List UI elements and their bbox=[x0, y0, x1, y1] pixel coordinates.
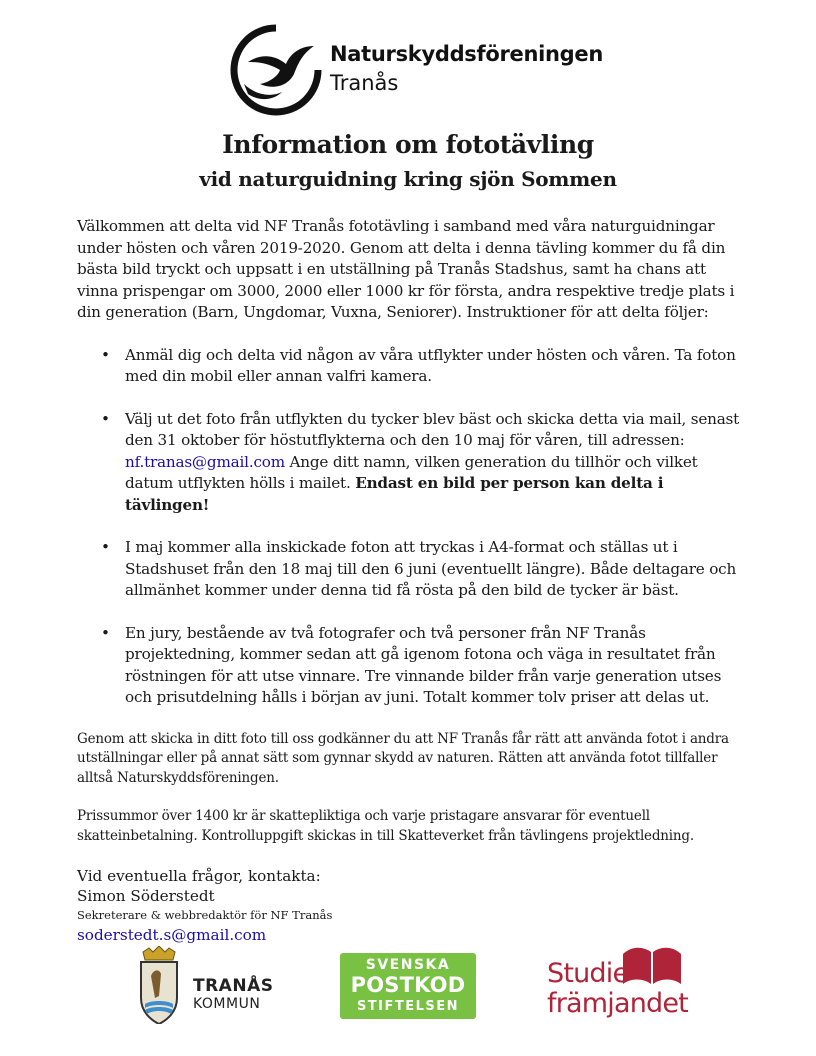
page-subtitle: vid naturguidning kring sjön Sommen bbox=[199, 167, 617, 191]
swallow-logo-icon bbox=[230, 24, 322, 116]
contact-block bbox=[77, 866, 749, 945]
bullet-icon: • bbox=[101, 409, 110, 428]
tranas-label: TRANÅS bbox=[193, 976, 274, 996]
list-item-text: En jury, bestående av två fotografer och två personer från NF Tranås projektedning, kommer sedan att gå igenom fotona och väga in resultatet från röstningen för att utse vinnare. Tre vinnande bilder från varje generation utses och prisutdelning hålls i början av juni. Totalt kommer tolv priser att delas ut. bbox=[125, 623, 722, 706]
bullet-icon: • bbox=[101, 623, 110, 642]
emphasis-text: Endast en bild per person kan delta i tävlingen! bbox=[125, 474, 664, 514]
document-body bbox=[77, 216, 749, 945]
contact-intro: Vid eventuella frågor, kontakta: bbox=[77, 867, 321, 885]
list-item bbox=[101, 537, 749, 602]
page-title: Information om fototävling bbox=[222, 130, 594, 159]
list-item-text: I maj kommer alla inskickade foton att tryckas i A4-format och ställas ut i Stadshuset från den 18 maj till den 6 juni (eventuellt längre). Både deltagare och allmänhet kommer under denna tid få rösta på den bild de tycker är bäst. bbox=[125, 538, 737, 599]
contact-name: Simon Söderstedt bbox=[77, 887, 215, 905]
tax-paragraph: Prissummor över 1400 kr är skattepliktiga och varje pristagare ansvarar för eventuell skatteinbetalning. Kontrolluppgift skickas in till Skatteverket från tävlingens projektledning. bbox=[77, 808, 694, 844]
list-item-text: Anmäl dig och delta vid någon av våra utflykter under hösten och våren. Ta foton med din mobil eller annan valfri kamera. bbox=[125, 345, 736, 385]
kommun-label: KOMMUN bbox=[193, 996, 261, 1012]
bullet-icon: • bbox=[101, 538, 110, 556]
postkod-line2: POSTKOD bbox=[350, 973, 466, 997]
sponsor-footer bbox=[0, 940, 816, 1030]
studiefraemjandet-logo bbox=[545, 944, 695, 1028]
list-item bbox=[101, 409, 749, 517]
postkod-line3: STIFTELSEN bbox=[356, 999, 460, 1014]
org-header bbox=[230, 24, 610, 116]
submission-email-link[interactable]: nf.tranas@gmail.com bbox=[125, 452, 285, 471]
studie-label: Studie bbox=[547, 958, 629, 989]
rights-paragraph: Genom att skicka in ditt foto till oss godkänner du att NF Tranås får rätt att använda fotot i andra utställningar eller på annat sätt som gynnar skydd av naturen. Rätten att använda fotot tillfaller alltså Naturskyddsföreningen. bbox=[77, 730, 729, 786]
coat-of-arms-icon bbox=[137, 946, 181, 1024]
bullet-icon: • bbox=[101, 345, 110, 364]
postkod-line1: SVENSKA bbox=[365, 957, 451, 973]
list-item bbox=[101, 623, 749, 709]
org-city: Tranås bbox=[330, 71, 399, 95]
list-item-text: Ange ditt namn, vilken generation du tillhör och vilket datum utflykten hölls i mailet. bbox=[125, 452, 698, 492]
tranas-kommun-logo bbox=[137, 946, 277, 1026]
contact-role: Sekreterare & webbredaktör för NF Tranås bbox=[77, 908, 333, 922]
list-item bbox=[101, 345, 749, 388]
list-item-text: Välj ut det foto från utflykten du tycker blev bäst och skicka detta via mail, senast den 31 oktober för höstutflykterna och den 10 maj för våren, till adressen: bbox=[125, 409, 740, 449]
postkodstiftelsen-logo bbox=[340, 953, 476, 1019]
framjandet-label: främjandet bbox=[547, 988, 688, 1019]
instruction-list bbox=[77, 345, 749, 709]
contact-email-link[interactable]: soderstedt.s@gmail.com bbox=[77, 926, 267, 944]
open-book-icon bbox=[621, 944, 683, 984]
org-name: Naturskyddsföreningen bbox=[330, 42, 603, 66]
intro-paragraph: Välkommen att delta vid NF Tranås fototävling i samband med våra naturguidningar under hösten och våren 2019-2020. Genom att delta i denna tävling kommer du få din bästa bild tryckt och uppsatt i en utställning på Tranås Stadshus, samt ha chans att vinna prispengar om 3000, 2000 eller 1000 kr för första, andra respektive tredje plats i din generation (Barn, Ungdomar, Vuxna, Seniorer). Instruktioner för att delta följer: bbox=[77, 217, 735, 321]
